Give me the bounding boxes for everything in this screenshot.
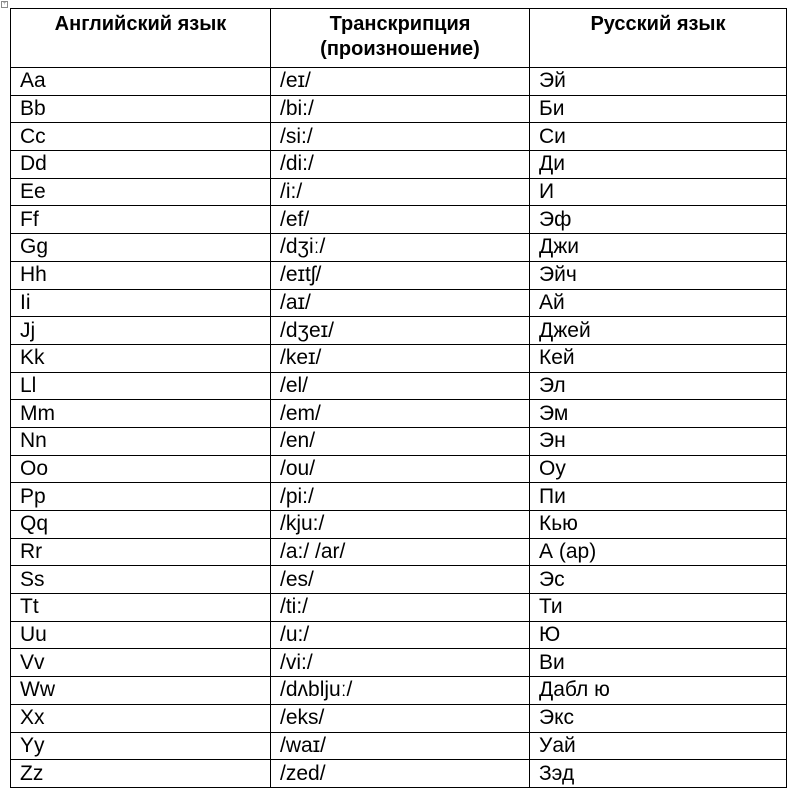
cell-english: Tt — [11, 594, 271, 622]
cell-transcription: /waɪ/ — [271, 732, 530, 760]
table-row — [11, 289, 787, 317]
cell-russian: Кью — [530, 511, 787, 539]
table-row — [11, 261, 787, 289]
cell-transcription: /el/ — [271, 372, 530, 400]
cell-russian: Уай — [530, 732, 787, 760]
cell-english: Dd — [11, 151, 271, 179]
cell-russian: Оу — [530, 455, 787, 483]
cell-transcription: /di:/ — [271, 151, 530, 179]
cell-russian: Си — [530, 123, 787, 151]
table-row — [11, 151, 787, 179]
table-row — [11, 621, 787, 649]
table-row — [11, 511, 787, 539]
table-row — [11, 344, 787, 372]
table-row — [11, 95, 787, 123]
cell-russian: Джи — [530, 234, 787, 262]
cell-transcription: /kju:/ — [271, 511, 530, 539]
cell-transcription: /pi:/ — [271, 483, 530, 511]
table-row — [11, 538, 787, 566]
cell-russian: Эйч — [530, 261, 787, 289]
cell-transcription: /eks/ — [271, 704, 530, 732]
header-transcription: Транскрипция (произношение) — [271, 9, 530, 68]
cell-russian: Зэд — [530, 760, 787, 788]
cell-transcription: /a:/ /ar/ — [271, 538, 530, 566]
cell-english: Nn — [11, 427, 271, 455]
table-row — [11, 317, 787, 345]
cell-russian: Би — [530, 95, 787, 123]
table-row — [11, 732, 787, 760]
table-row — [11, 677, 787, 705]
table-row — [11, 566, 787, 594]
cell-english: Hh — [11, 261, 271, 289]
cell-english: Qq — [11, 511, 271, 539]
table-row — [11, 455, 787, 483]
cell-english: Yy — [11, 732, 271, 760]
cell-english: Ii — [11, 289, 271, 317]
cell-english: Gg — [11, 234, 271, 262]
table-body — [11, 68, 787, 788]
header-english: Английский язык — [11, 9, 271, 68]
cell-transcription: /em/ — [271, 400, 530, 428]
cell-english: Ll — [11, 372, 271, 400]
cell-transcription: /ou/ — [271, 455, 530, 483]
cell-transcription: /dʒeɪ/ — [271, 317, 530, 345]
cell-russian: Ю — [530, 621, 787, 649]
table-row — [11, 760, 787, 788]
cell-english: Zz — [11, 760, 271, 788]
cell-russian: Эй — [530, 68, 787, 96]
cell-russian: Дабл ю — [530, 677, 787, 705]
cell-english: Rr — [11, 538, 271, 566]
cell-russian: Эн — [530, 427, 787, 455]
cell-russian: Экс — [530, 704, 787, 732]
cell-transcription: /dʒiː/ — [271, 234, 530, 262]
cell-russian: Пи — [530, 483, 787, 511]
cell-english: Ff — [11, 206, 271, 234]
cell-russian: Эм — [530, 400, 787, 428]
cell-russian: Ди — [530, 151, 787, 179]
cell-russian: Джей — [530, 317, 787, 345]
table-row — [11, 704, 787, 732]
cell-english: Ww — [11, 677, 271, 705]
table-row — [11, 427, 787, 455]
cell-russian: Ви — [530, 649, 787, 677]
cell-english: Ee — [11, 178, 271, 206]
cell-english: Ss — [11, 566, 271, 594]
cell-transcription: /eɪ/ — [271, 68, 530, 96]
cell-english: Vv — [11, 649, 271, 677]
cell-english: Pp — [11, 483, 271, 511]
table-row — [11, 234, 787, 262]
table-row — [11, 594, 787, 622]
header-row — [11, 9, 787, 68]
cell-transcription: /aɪ/ — [271, 289, 530, 317]
cell-transcription: /eɪtʃ/ — [271, 261, 530, 289]
cell-english: Aa — [11, 68, 271, 96]
cell-english: Xx — [11, 704, 271, 732]
cell-transcription: /u:/ — [271, 621, 530, 649]
table-row — [11, 483, 787, 511]
cell-russian: А (ар) — [530, 538, 787, 566]
header-russian: Русский язык — [530, 9, 787, 68]
cell-english: Kk — [11, 344, 271, 372]
cell-transcription: /dʌbljuː/ — [271, 677, 530, 705]
table-move-handle-icon[interactable]: + — [2, 1, 7, 7]
alphabet-table — [10, 8, 787, 788]
table-row — [11, 649, 787, 677]
cell-transcription: /si:/ — [271, 123, 530, 151]
cell-russian: Эф — [530, 206, 787, 234]
cell-english: Jj — [11, 317, 271, 345]
cell-english: Uu — [11, 621, 271, 649]
cell-russian: Эл — [530, 372, 787, 400]
cell-transcription: /en/ — [271, 427, 530, 455]
cell-russian: Кей — [530, 344, 787, 372]
cell-transcription: /vi:/ — [271, 649, 530, 677]
table-row — [11, 68, 787, 96]
table-row — [11, 400, 787, 428]
cell-russian: И — [530, 178, 787, 206]
table-row — [11, 206, 787, 234]
cell-english: Mm — [11, 400, 271, 428]
cell-russian: Ти — [530, 594, 787, 622]
table-row — [11, 123, 787, 151]
cell-russian: Ай — [530, 289, 787, 317]
cell-transcription: /bi:/ — [271, 95, 530, 123]
cell-transcription: /ti:/ — [271, 594, 530, 622]
cell-transcription: /es/ — [271, 566, 530, 594]
cell-transcription: /ef/ — [271, 206, 530, 234]
cell-transcription: /keɪ/ — [271, 344, 530, 372]
table-row — [11, 372, 787, 400]
table-row — [11, 178, 787, 206]
cell-transcription: /i:/ — [271, 178, 530, 206]
cell-english: Cc — [11, 123, 271, 151]
cell-english: Bb — [11, 95, 271, 123]
cell-english: Oo — [11, 455, 271, 483]
cell-transcription: /zed/ — [271, 760, 530, 788]
cell-russian: Эс — [530, 566, 787, 594]
